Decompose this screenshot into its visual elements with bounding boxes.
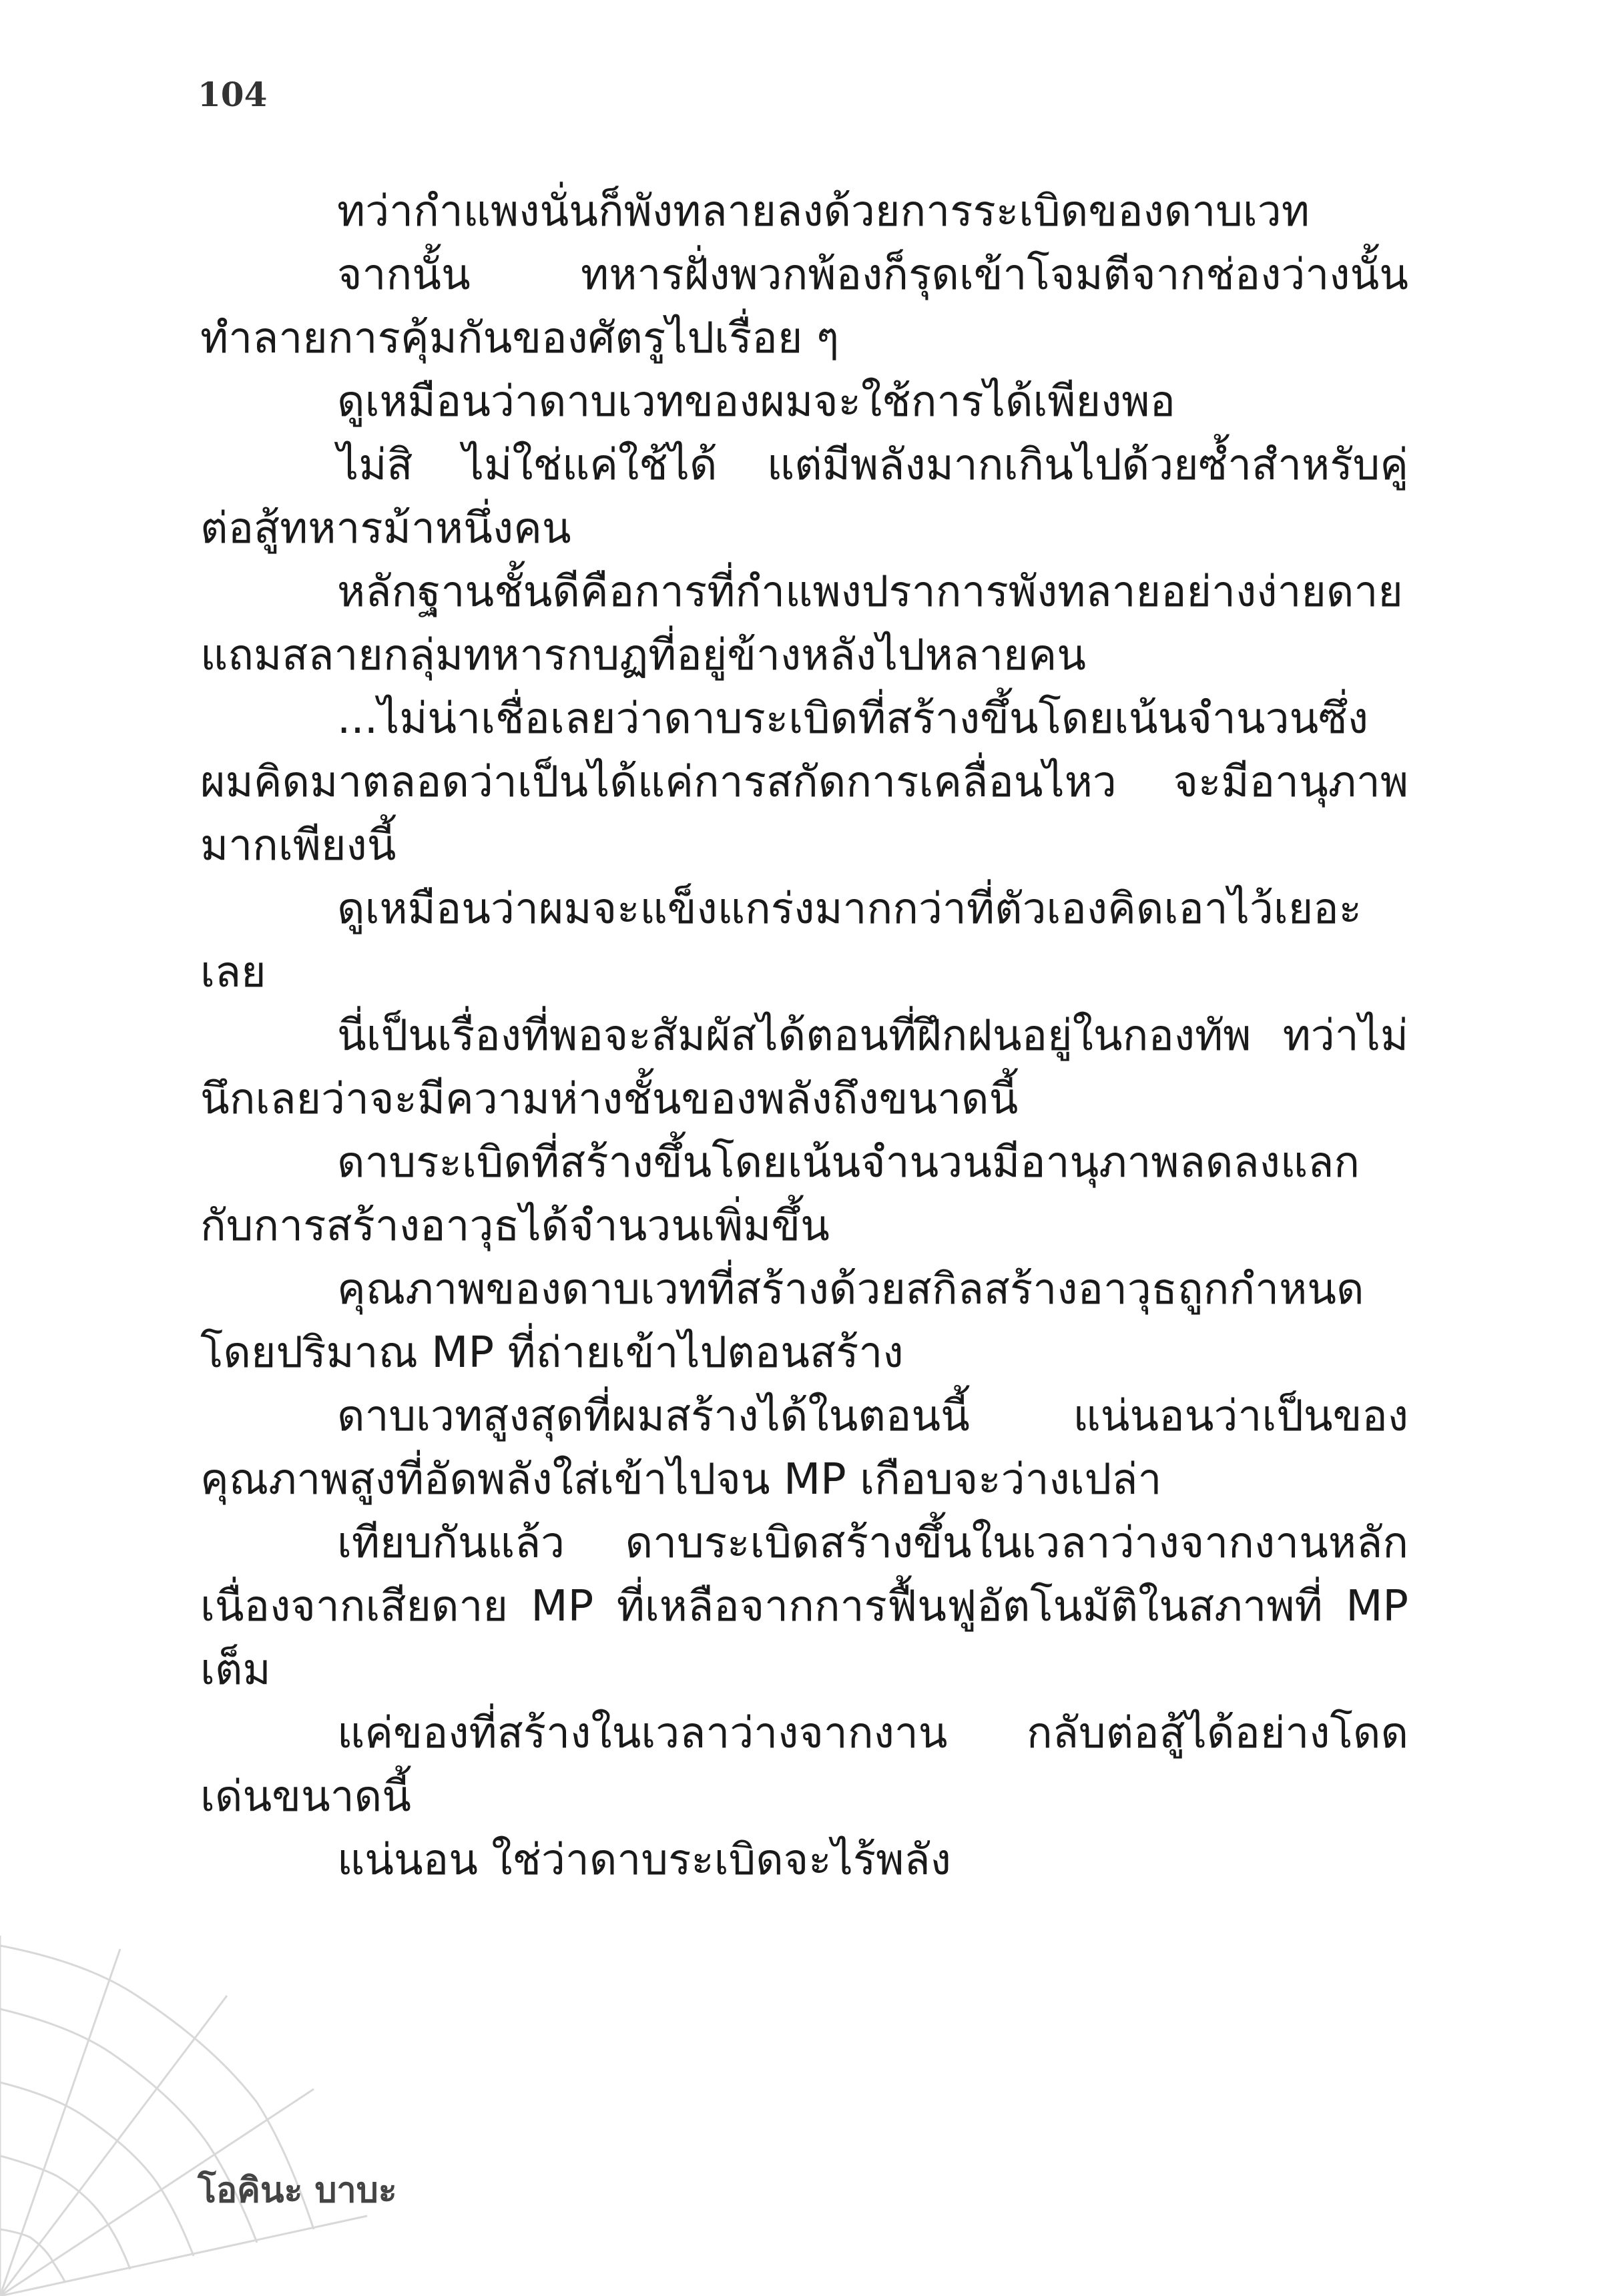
spider-web-icon	[0, 1936, 374, 2296]
author-name: โอคินะ บาบะ	[198, 2171, 397, 2211]
paragraph: ...ไม่น่าเชื่อเลยว่าดาบระเบิดที่สร้างขึ้นโดยเน้นจำนวนซึ่งผมคิดมาตลอดว่าเป็นได้แค่การสกัดการเคลื่อนไหว จะมีอานุภาพมากเพียงนี้	[200, 694, 1408, 870]
paragraph: แน่นอน ใช่ว่าดาบระเบิดจะไร้พลัง	[337, 1835, 951, 1885]
paragraph: เทียบกันแล้ว ดาบระเบิดสร้างขึ้นในเวลาว่างจากงานหลักเนื่องจากเสียดาย MP ที่เหลือจากการฟื้นฟูอัตโนมัติในสภาพที่ MP เต็ม	[200, 1518, 1408, 1695]
paragraph: คุณภาพของดาบเวทที่สร้างด้วยสกิลสร้างอาวุธถูกกำหนดโดยปริมาณ MP ที่ถ่ายเข้าไปตอนสร้าง	[200, 1265, 1364, 1378]
paragraph: ไม่สิ ไม่ใช่แค่ใช้ได้ แต่มีพลังมากเกินไปด้วยซ้ำสำหรับคู่ต่อสู้ทหารม้าหนึ่งคน	[200, 441, 1408, 553]
paragraph: จากนั้น ทหารฝั่งพวกพ้องก็รุดเข้าโจมตีจากช่องว่างนั้น ทำลายการคุ้มกันของศัตรูไปเรื่อย ๆ	[200, 250, 1408, 363]
paragraph: ทว่ากำแพงนั่นก็พังทลายลงด้วยการระเบิดของดาบเวท	[337, 187, 1310, 236]
paragraph: ดาบระเบิดที่สร้างขึ้นโดยเน้นจำนวนมีอานุภาพลดลงแลกกับการสร้างอาวุธได้จำนวนเพิ่มขึ้น	[200, 1138, 1360, 1251]
body-text	[200, 180, 1408, 1892]
paragraph: นี่เป็นเรื่องที่พอจะสัมผัสได้ตอนที่ฝึกฝนอยู่ในกองทัพ ทว่าไม่นึกเลยว่าจะมีความห่างชั้นของพลังถึงขนาดนี้	[200, 1011, 1408, 1124]
paragraph: ดูเหมือนว่าดาบเวทของผมจะใช้การได้เพียงพอ	[337, 377, 1175, 426]
paragraph: หลักฐานชั้นดีคือการที่กำแพงปราการพังทลายอย่างง่ายดาย แถมสลายกลุ่มทหารกบฏที่อยู่ข้างหลังไปหลายคน	[200, 567, 1403, 680]
paragraph: ดูเหมือนว่าผมจะแข็งแกร่งมากกว่าที่ตัวเองคิดเอาไว้เยอะเลย	[200, 884, 1362, 997]
paragraph: แค่ของที่สร้างในเวลาว่างจากงาน กลับต่อสู้ได้อย่างโดดเด่นขนาดนี้	[200, 1709, 1408, 1821]
paragraph: ดาบเวทสูงสุดที่ผมสร้างได้ในตอนนี้ แน่นอนว่าเป็นของคุณภาพสูงที่อัดพลังใส่เข้าไปจน MP เกือบจะว่างเปล่า	[200, 1392, 1408, 1504]
page-number: 104	[198, 75, 268, 114]
